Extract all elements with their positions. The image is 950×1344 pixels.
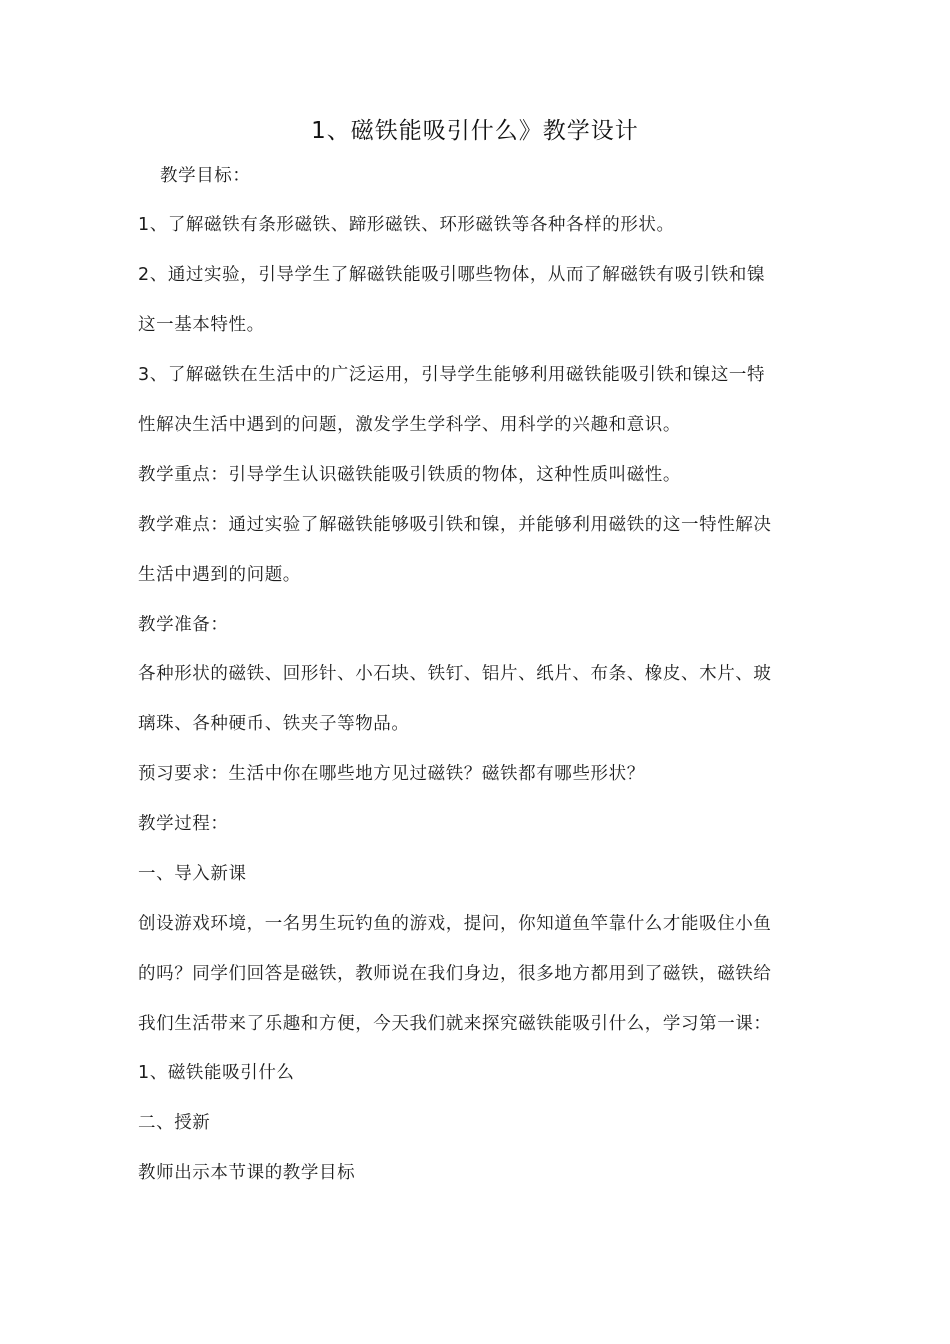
section-heading-process: 教学过程： <box>138 814 229 834</box>
lesson-title-line: 1、磁铁能吸引什么 <box>138 1063 295 1083</box>
objective-3-line-2: 性解决生活中遇到的问题，激发学生学科学、用科学的兴趣和意识。 <box>138 415 681 435</box>
document-title: 1、磁铁能吸引什么》教学设计 <box>311 118 639 144</box>
section-heading-objectives: 教学目标： <box>160 166 251 186</box>
difficult-point-line-1: 教学难点：通过实验了解磁铁能够吸引铁和镍，并能够利用磁铁的这一特性解决 <box>138 515 772 535</box>
step-1-heading: 一、导入新课 <box>138 864 247 884</box>
objective-2-line-1: 2、通过实验，引导学生了解磁铁能吸引哪些物体，从而了解磁铁有吸引铁和镍 <box>138 265 766 285</box>
key-point: 教学重点：引导学生认识磁铁能吸引铁质的物体，这种性质叫磁性。 <box>138 465 681 485</box>
preview-requirement: 预习要求：生活中你在哪些地方见过磁铁？磁铁都有哪些形状？ <box>138 764 645 784</box>
intro-paragraph-line-2: 的吗？同学们回答是磁铁，教师说在我们身边，很多地方都用到了磁铁，磁铁给 <box>138 964 772 984</box>
intro-paragraph-line-1: 创设游戏环境，一名男生玩钓鱼的游戏，提问，你知道鱼竿靠什么才能吸住小鱼 <box>138 914 772 934</box>
section-heading-preparation: 教学准备： <box>138 615 229 635</box>
teacher-shows-objectives: 教师出示本节课的教学目标 <box>138 1163 356 1183</box>
preparation-line-2: 璃珠、各种硬币、铁夹子等物品。 <box>138 714 410 734</box>
difficult-point-line-2: 生活中遇到的问题。 <box>138 565 301 585</box>
intro-paragraph-line-3: 我们生活带来了乐趣和方便，今天我们就来探究磁铁能吸引什么，学习第一课： <box>138 1014 772 1034</box>
objective-1: 1、了解磁铁有条形磁铁、蹄形磁铁、环形磁铁等各种各样的形状。 <box>138 215 675 235</box>
step-2-heading: 二、授新 <box>138 1113 211 1133</box>
objective-3-line-1: 3、了解磁铁在生活中的广泛运用，引导学生能够利用磁铁能吸引铁和镍这一特 <box>138 365 766 385</box>
preparation-line-1: 各种形状的磁铁、回形针、小石块、铁钉、铝片、纸片、布条、橡皮、木片、玻 <box>138 664 772 684</box>
objective-2-line-2: 这一基本特性。 <box>138 315 265 335</box>
